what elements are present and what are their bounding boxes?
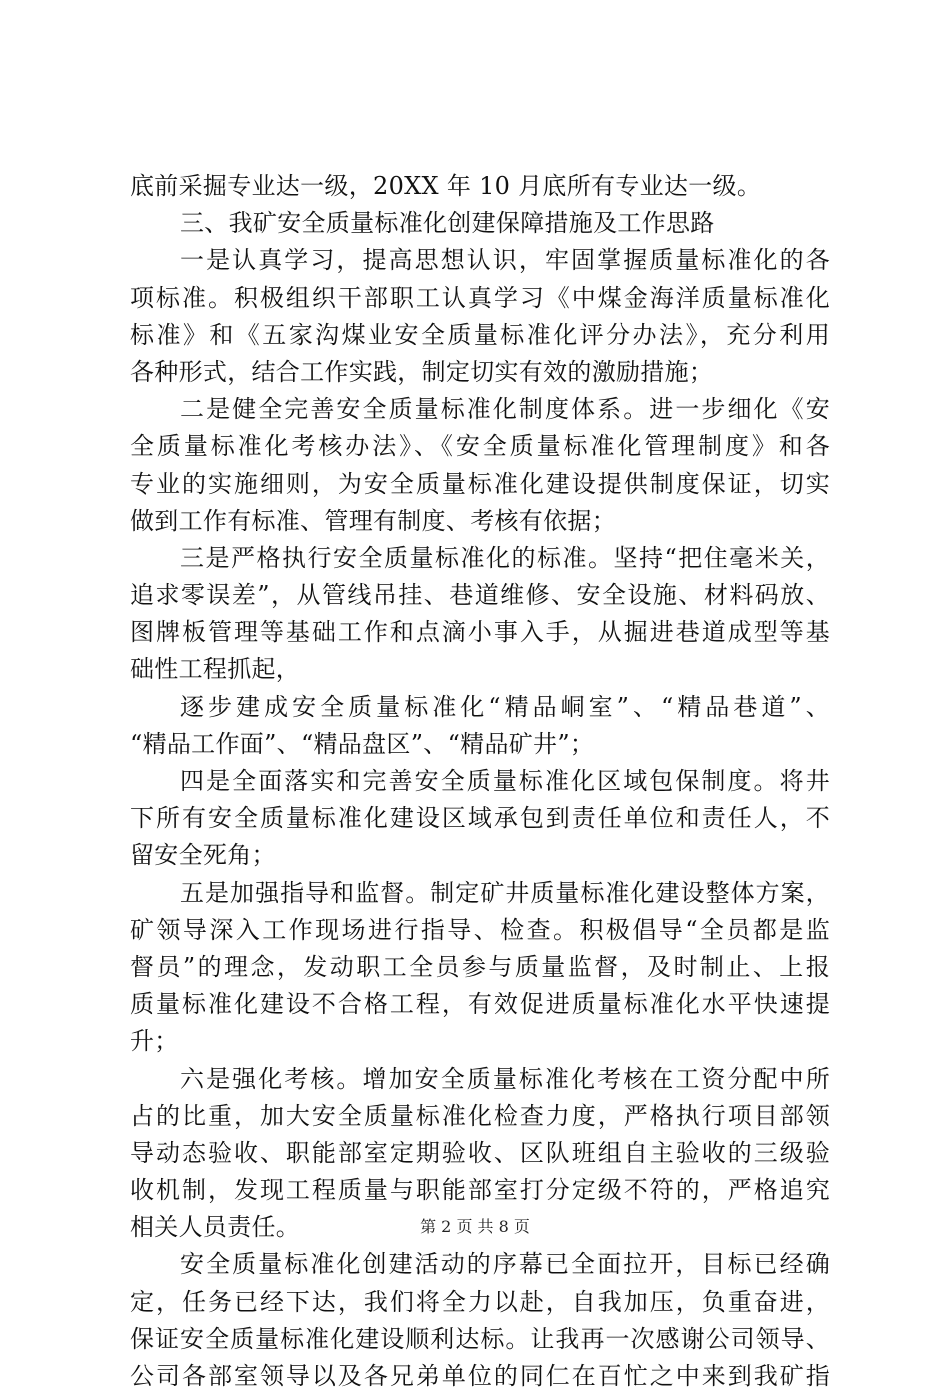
text-line: 相关人员责任。	[130, 1213, 301, 1242]
text-line: 保证安全质量标准化建设顺利达标。让我再一次感谢公司领导、	[130, 1324, 830, 1353]
text-line: 五是加强指导和监督。制定矿井质量标准化建设整体方案，	[180, 878, 830, 907]
text-line: 逐步建成安全质量标准化“精品峒室”、“精品巷道”、	[180, 692, 830, 721]
text-line: 各种形式，结合工作实践，制定切实有效的激励措施；	[130, 357, 714, 386]
text-line: 追求零误差”，从管线吊挂、巷道维修、安全设施、材料码放、	[130, 581, 830, 610]
text-line: 留安全死角；	[130, 841, 276, 870]
text-line: 三、我矿安全质量标准化创建保障措施及工作思路	[180, 209, 715, 238]
text-line: 下所有安全质量标准化建设区域承包到责任单位和责任人，不	[130, 804, 830, 833]
text-line: 定，任务已经下达，我们将全力以赴，自我加压，负重奋进，	[130, 1287, 830, 1316]
text-line: 质量标准化建设不合格工程，有效促进质量标准化水平快速提	[130, 990, 830, 1019]
text-line: 二是健全完善安全质量标准化制度体系。进一步细化《安	[180, 395, 830, 424]
text-line: 一是认真学习，提高思想认识，牢固掌握质量标准化的各	[180, 246, 830, 275]
text-line: 六是强化考核。增加安全质量标准化考核在工资分配中所	[180, 1064, 830, 1093]
page-footer: 第 2 页 共 8 页	[420, 1217, 530, 1236]
text-line: 安全质量标准化创建活动的序幕已全面拉开，目标已经确	[180, 1250, 830, 1279]
text-line: 导动态验收、职能部室定期验收、区队班组自主验收的三级验	[130, 1138, 830, 1167]
text-line: 升；	[130, 1027, 179, 1056]
text-line: 做到工作有标准、管理有制度、考核有依据；	[130, 506, 616, 535]
text-line: 督员”的理念，发动职工全员参与质量监督，及时制止、上报	[130, 952, 830, 981]
text-line: 项标准。积极组织干部职工认真学习《中煤金海洋质量标准化	[130, 283, 830, 312]
text-line: 标准》和《五家沟煤业安全质量标准化评分办法》，充分利用	[130, 320, 830, 349]
text-line: 四是全面落实和完善安全质量标准化区域包保制度。将井	[180, 767, 830, 795]
text-line: “精品工作面”、“精品盘区”、“精品矿井”；	[130, 729, 595, 758]
text-line: 图牌板管理等基础工作和点滴小事入手，从掘进巷道成型等基	[130, 618, 830, 647]
text-line: 矿领导深入工作现场进行指导、检查。积极倡导“全员都是监	[130, 915, 830, 944]
text-line: 收机制，发现工程质量与职能部室打分定级不符的，严格追究	[130, 1176, 830, 1205]
text-line: 三是严格执行安全质量标准化的标准。坚持“把住毫米关，	[180, 543, 830, 572]
text-line: 专业的实施细则，为安全质量标准化建设提供制度保证，切实	[130, 469, 830, 498]
text-line: 占的比重，加大安全质量标准化检查力度，严格执行项目部领	[130, 1101, 830, 1130]
text-line: 公司各部室领导以及各兄弟单位的同仁在百忙之中来到我矿指	[130, 1362, 830, 1390]
text-line: 础性工程抓起，	[130, 655, 301, 684]
document-body	[130, 168, 830, 1395]
text-line: 底前采掘专业达一级，20XX 年 10 月底所有专业达一级。	[130, 172, 762, 200]
text-line: 全质量标准化考核办法》、《安全质量标准化管理制度》和各	[130, 432, 830, 461]
